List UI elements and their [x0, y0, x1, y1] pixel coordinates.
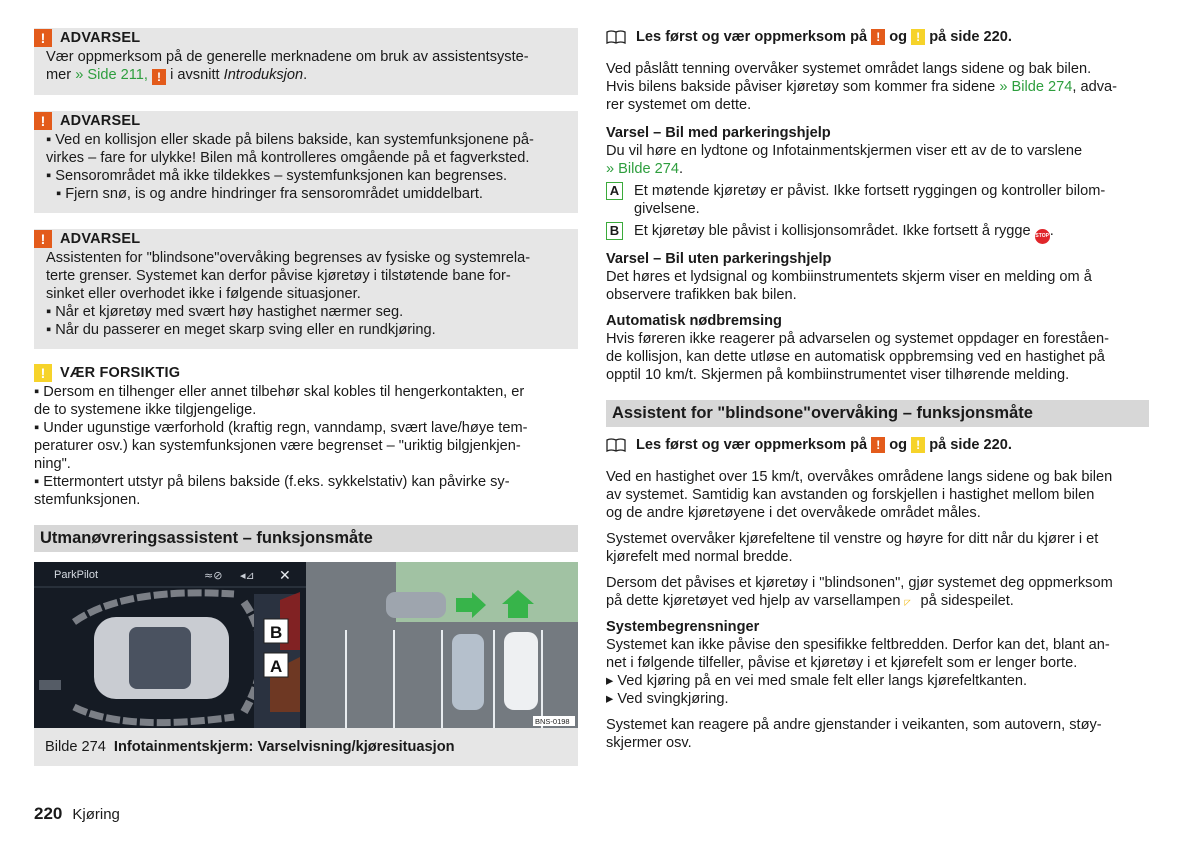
- subheading: Automatisk nødbremsing: [606, 313, 782, 329]
- page-footer: [34, 805, 120, 824]
- text: Hvis bilens bakside påviser kjøretøy som kommer fra sidene: [606, 79, 996, 95]
- paragraph: [606, 468, 1149, 522]
- text: [606, 78, 1149, 96]
- block: [606, 250, 1149, 304]
- text: Du vil høre en lydtone og Infotainmentskjermen viser ett av de to varslene: [606, 143, 1083, 159]
- section-heading: Assistent for "blindsone"overvåking – funksjonsmåte: [606, 400, 1149, 427]
- warning-title: ADVARSEL: [60, 30, 141, 46]
- car-roof: [129, 627, 191, 689]
- figure-caption: [34, 728, 578, 766]
- text: på dette kjøretøyet ved hjelp av varsellampen: [606, 593, 901, 609]
- text: Ved påslått tenning overvåker systemet området langs sidene og bak bilen.: [606, 61, 1092, 77]
- text: [606, 592, 1149, 610]
- text: av systemet. Samtidig kan avstanden og forskjellen i hastighet mellom bilen: [606, 487, 1095, 503]
- text: [606, 160, 1149, 178]
- read-first-line: [606, 28, 1149, 46]
- figure-274: [34, 562, 578, 728]
- warning-icon: !: [34, 230, 52, 248]
- caution-icon: !: [911, 437, 925, 453]
- page-link[interactable]: » Side 211,: [75, 67, 148, 83]
- bullet-item: ▪ Når et kjøretøy med svært høy hastighet nærmer seg.: [46, 304, 404, 320]
- warning-icon: !: [871, 29, 885, 45]
- item-a: [606, 182, 1149, 218]
- text: .: [679, 161, 684, 177]
- text: Hvis føreren ikke reagerer på advarselen og systemet oppdager en foreståen-: [606, 331, 1109, 347]
- caution-heading: [34, 363, 578, 383]
- svg-text:◂⊿: ◂⊿: [240, 569, 255, 582]
- label-a: A: [270, 657, 283, 676]
- text: Et kjøretøy ble påvist i kollisjonsområdet. Ikke fortsett å rygge: [634, 223, 1031, 239]
- subheading: Varsel – Bil uten parkeringshjelp: [606, 251, 832, 267]
- side-mirror-lamp-icon: ◸: [904, 598, 911, 607]
- text: de kollisjon, kan dette utløse en automatisk oppbremsing ved en hastighet på: [606, 349, 1105, 365]
- warning-box-1: [34, 28, 578, 95]
- caution-text: ning".: [34, 456, 71, 472]
- caution-text: peraturer osv.) kan systemfunksjonen være begrenset – "uriktig bilgjenkjen-: [34, 438, 521, 454]
- close-icon[interactable]: [279, 568, 291, 584]
- figure-link[interactable]: » Bilde 274: [606, 161, 680, 177]
- figure-code: BNS-0198: [535, 717, 570, 726]
- text: Systemet overvåker kjørefeltene til venstre og høyre for ditt når du kjører i et: [606, 531, 1099, 547]
- text: givelsene.: [634, 201, 700, 217]
- figure-illustration: [34, 562, 578, 728]
- warning-title: ADVARSEL: [60, 231, 141, 247]
- warning-text: sinket eller overhodet ikke i følgende situasjoner.: [46, 286, 361, 302]
- caution-text: ▪ Dersom en tilhenger eller annet tilbehør skal kobles til hengerkontakten, er: [34, 384, 525, 400]
- item-b: [606, 222, 1149, 244]
- text: på side 220.: [929, 29, 1012, 45]
- warning-box-2: [34, 111, 578, 213]
- block: [606, 312, 1149, 384]
- label-b: B: [270, 623, 283, 642]
- paragraph: [606, 716, 1149, 752]
- text: [634, 222, 1149, 244]
- warning-icon: !: [871, 437, 885, 453]
- moving-car: [386, 592, 446, 618]
- text: Systemet kan ikke påvise den spesifikke feltbredden. Derfor kan det, blant an-: [606, 637, 1110, 653]
- text: .: [1049, 223, 1054, 239]
- figure-link[interactable]: » Bilde 274: [999, 79, 1073, 95]
- sensor-icon[interactable]: [204, 569, 222, 582]
- caution-text: ▪ Ettermontert utstyr på bilens bakside (f.eks. sykkelstativ) kan påvirke sy-: [34, 474, 510, 490]
- trailer-icon: [39, 680, 61, 690]
- text: kjørefelt med normal bredde.: [606, 549, 793, 565]
- caution-title: VÆR FORSIKTIG: [60, 365, 181, 381]
- text: og: [889, 437, 908, 453]
- text: Les først og vær oppmerksom på: [636, 29, 868, 45]
- bullet-item: ▪ Ved en kollisjon eller skade på bilens bakside, kan systemfunksjonene på-: [46, 132, 534, 148]
- text: .: [303, 67, 308, 83]
- letter-b-badge: B: [606, 222, 623, 240]
- bullet-item: ▸ Ved kjøring på en vei med smale felt eller langs kjørefeltkanten.: [606, 673, 1028, 689]
- letter-a-badge: A: [606, 182, 623, 200]
- text: Det høres et lydsignal og kombiinstrumentets skjerm viser en melding om å: [606, 269, 1092, 285]
- caution-block: [34, 363, 578, 509]
- text: og: [889, 29, 908, 45]
- bullet-item: ▸ Ved svingkjøring.: [606, 691, 729, 707]
- book-icon: [606, 438, 626, 453]
- stop-icon: STOP: [1035, 229, 1050, 244]
- warning-text: Vær oppmerksom på de generelle merknadene om bruk av assistentsyste-: [46, 49, 529, 65]
- text: på side 220.: [929, 437, 1012, 453]
- read-first-line: [606, 436, 1149, 454]
- screen-title: ParkPilot: [54, 569, 99, 581]
- warning-text: terte grenser. Systemet kan derfor påvise kjøretøy i tilstøtende bane for-: [46, 268, 511, 284]
- block: [606, 618, 1149, 708]
- bullet-item: ▪ Sensorområdet må ikke tildekkes – systemfunksjonen kan begrenses.: [46, 168, 508, 184]
- own-car: [504, 632, 538, 710]
- text: Dersom det påvises et kjøretøy i "blindsonen", gjør systemet deg oppmerksom: [606, 575, 1113, 591]
- page-number: 220: [34, 804, 63, 823]
- text: skjermer osv.: [606, 735, 692, 751]
- mute-icon[interactable]: [240, 569, 255, 582]
- svg-text:✕: ✕: [279, 568, 291, 584]
- text: Et møtende kjøretøy er påvist. Ikke fortsett ryggingen og kontroller bilom-: [634, 183, 1106, 199]
- warning-icon: !: [34, 29, 52, 47]
- caption-number: Bilde 274: [45, 739, 106, 755]
- svg-text:≈⊘: ≈⊘: [204, 569, 223, 582]
- warning-heading: [40, 111, 566, 131]
- bullet-item-cont: virkes – fare for ulykke! Bilen må kontrolleres omgående på et fagverksted.: [46, 150, 530, 166]
- book-icon: [606, 30, 626, 45]
- caution-text: ▪ Under ugunstige værforhold (kraftig regn, vanndamp, svært lave/høye tem-: [34, 420, 528, 436]
- bullet-item: ▪ Fjern snø, is og andre hindringer fra sensorområdet umiddelbart.: [56, 186, 483, 202]
- caution-icon: !: [911, 29, 925, 45]
- text: mer: [46, 67, 72, 83]
- right-column: [606, 28, 1149, 752]
- caution-text: de to systemene ikke tilgjengelige.: [34, 402, 257, 418]
- warning-icon: !: [152, 69, 166, 85]
- subheading: Systembegrensninger: [606, 619, 760, 635]
- text: , adva-: [1072, 79, 1118, 95]
- left-column: [34, 28, 578, 766]
- paragraph: [606, 530, 1149, 566]
- warning-box-3: [34, 229, 578, 349]
- caption-text: Infotainmentskjerm: Varselvisning/kjøresituasjon: [113, 739, 455, 755]
- text: observere trafikken bak bilen.: [606, 287, 797, 303]
- warning-text-line2: [46, 66, 566, 85]
- chapter-name: Kjøring: [72, 806, 120, 823]
- text: Ved en hastighet over 15 km/t, overvåkes områdene langs sidene og bak bilen: [606, 469, 1113, 485]
- text: og de andre kjøretøyene i det overvåkede området måles.: [606, 505, 981, 521]
- warning-heading: [40, 229, 566, 249]
- parked-car: [452, 634, 484, 710]
- warning-heading: [40, 28, 566, 48]
- text: Les først og vær oppmerksom på: [636, 437, 868, 453]
- section-reference: Introduksjon: [223, 67, 304, 83]
- warning-icon: !: [34, 112, 52, 130]
- subheading: Varsel – Bil med parkeringshjelp: [606, 125, 831, 141]
- warning-text: Assistenten for "blindsone"overvåking begrenses av fysiske og systemrela-: [46, 250, 531, 266]
- paragraph: [606, 60, 1149, 114]
- paragraph: [606, 574, 1149, 610]
- text: opptil 10 km/t. Skjermen på kombiinstrumentet viser tilhørende melding.: [606, 367, 1070, 383]
- section-heading: Utmanøvreringsassistent – funksjonsmåte: [34, 525, 578, 552]
- text: i avsnitt: [170, 67, 220, 83]
- caution-text: stemfunksjonen.: [34, 492, 141, 508]
- bullet-item: ▪ Når du passerer en meget skarp sving eller en rundkjøring.: [46, 322, 436, 338]
- text: Systemet kan reagere på andre gjenstander i veikanten, som autovern, støy-: [606, 717, 1102, 733]
- text: net i følgende tilfeller, påvise et kjøretøy i et kjørefelt som er lenger borte.: [606, 655, 1078, 671]
- text: rer systemet om dette.: [606, 97, 752, 113]
- text: på sidespeilet.: [920, 593, 1014, 609]
- caution-icon: !: [34, 364, 52, 382]
- warning-title: ADVARSEL: [60, 113, 141, 129]
